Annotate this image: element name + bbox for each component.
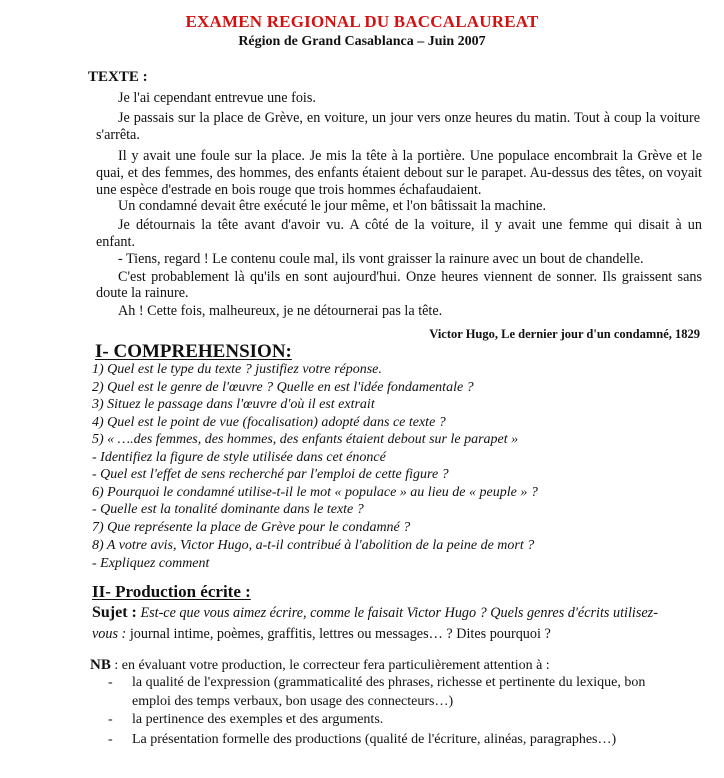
text-source: Victor Hugo, Le dernier jour d'un condamné, 1829 [429,327,700,341]
texte-line: Un condamné devait être exécuté le jour même, et l'on bâtissait la machine. [118,198,547,214]
nb-text: : en évaluant votre production, le correcteur fera particulièrement attention à : [114,658,550,673]
texte-line: Je l'ai cependant entrevue une fois. [118,90,316,106]
texte-line: une espèce d'estrade en bois rouge que trois hommes échafaudaient. [96,182,482,198]
sujet-line-1 [92,604,658,622]
criterion-dash: - [108,712,113,727]
texte-line: quai, et des femmes, des hommes, des enfants étaient debout sur le parapet. Au-dessus des têtes, on voyait [96,165,702,181]
sujet-question-end: vous : [92,626,127,642]
question-item: 5) « ….des femmes, des hommes, des enfants étaient debout sur le parapet » [92,432,519,447]
texte-line: doute la rainure. [96,285,189,301]
question-item: 6) Pourquoi le condamné utilise-t-il le mot « populace » au lieu de « peuple » ? [92,485,538,500]
question-item: - Expliquez comment [92,556,210,571]
criterion-dash: - [108,675,113,690]
exam-title: EXAMEN REGIONAL DU BACCALAUREAT [185,12,539,31]
question-item: - Quel est l'effet de sens recherché par l'emploi de cette figure ? [92,467,449,482]
texte-line: enfant. [96,234,135,250]
sujet-line-2 [92,626,551,643]
question-item: 4) Quel est le point de vue (focalisation) adopté dans ce texte ? [92,415,446,430]
exam-subtitle: Région de Grand Casablanca – Juin 2007 [238,34,486,49]
sujet-question: Est-ce que vous aimez écrire, comme le faisait Victor Hugo ? Quels genres d'écrits utilisez- [140,605,658,621]
question-item: 1) Quel est le type du texte ? justifiez votre réponse. [92,362,382,377]
texte-label: TEXTE : [88,69,148,85]
question-item: 7) Que représente la place de Grève pour le condamné ? [92,520,411,535]
comprehension-title: I- COMPREHENSION: [95,341,292,362]
criterion-text: la pertinence des exemples et des arguments. [132,712,384,727]
texte-line: s'arrêta. [96,127,140,143]
texte-line: Ah ! Cette fois, malheureux, je ne détournerai pas la tête. [118,303,443,319]
question-item: 3) Situez le passage dans l'œuvre d'où il est extrait [92,397,375,412]
texte-line: Je passais sur la place de Grève, en voiture, un jour vers onze heures du matin. Tout à coup la voiture [118,110,700,126]
question-item: 2) Quel est le genre de l'œuvre ? Quelle en est l'idée fondamentale ? [92,380,474,395]
sujet-examples: journal intime, poèmes, graffitis, lettres ou messages… ? Dites pourquoi ? [129,626,551,642]
texte-line: - Tiens, regard ! Le contenu coule mal, ils vont graisser la rainure avec un bout de chandelle. [118,251,644,267]
criterion-dash: - [108,732,113,747]
question-item: 8) A votre avis, Victor Hugo, a-t-il contribué à l'abolition de la peine de mort ? [92,538,535,553]
criterion-text: emploi des temps verbaux, bon usage des connecteurs…) [132,694,454,709]
criterion-text: La présentation formelle des productions (qualité de l'écriture, alinéas, paragraphes…) [132,732,617,747]
criterion-text: la qualité de l'expression (grammaticalité des phrases, richesse et pertinente du lexique, bon [132,675,646,690]
nb-line [90,657,550,674]
production-title: II- Production écrite : [92,582,251,601]
question-item: - Identifiez la figure de style utilisée dans cet énoncé [92,450,386,465]
nb-label: NB [90,657,111,673]
texte-line: C'est probablement là qu'ils en sont aujourd'hui. Onze heures viennent de sonner. Ils graissent sans [118,269,702,285]
question-item: - Quelle est la tonalité dominante dans le texte ? [92,502,364,517]
texte-line: Il y avait une foule sur la place. Je mis la tête à la portière. Une populace encombrait la Grève et le [118,148,702,164]
texte-line: Je détournais la tête avant d'avoir vu. A côté de la voiture, il y avait une femme qui disait à un [118,217,702,233]
sujet-label: Sujet : [92,604,137,621]
